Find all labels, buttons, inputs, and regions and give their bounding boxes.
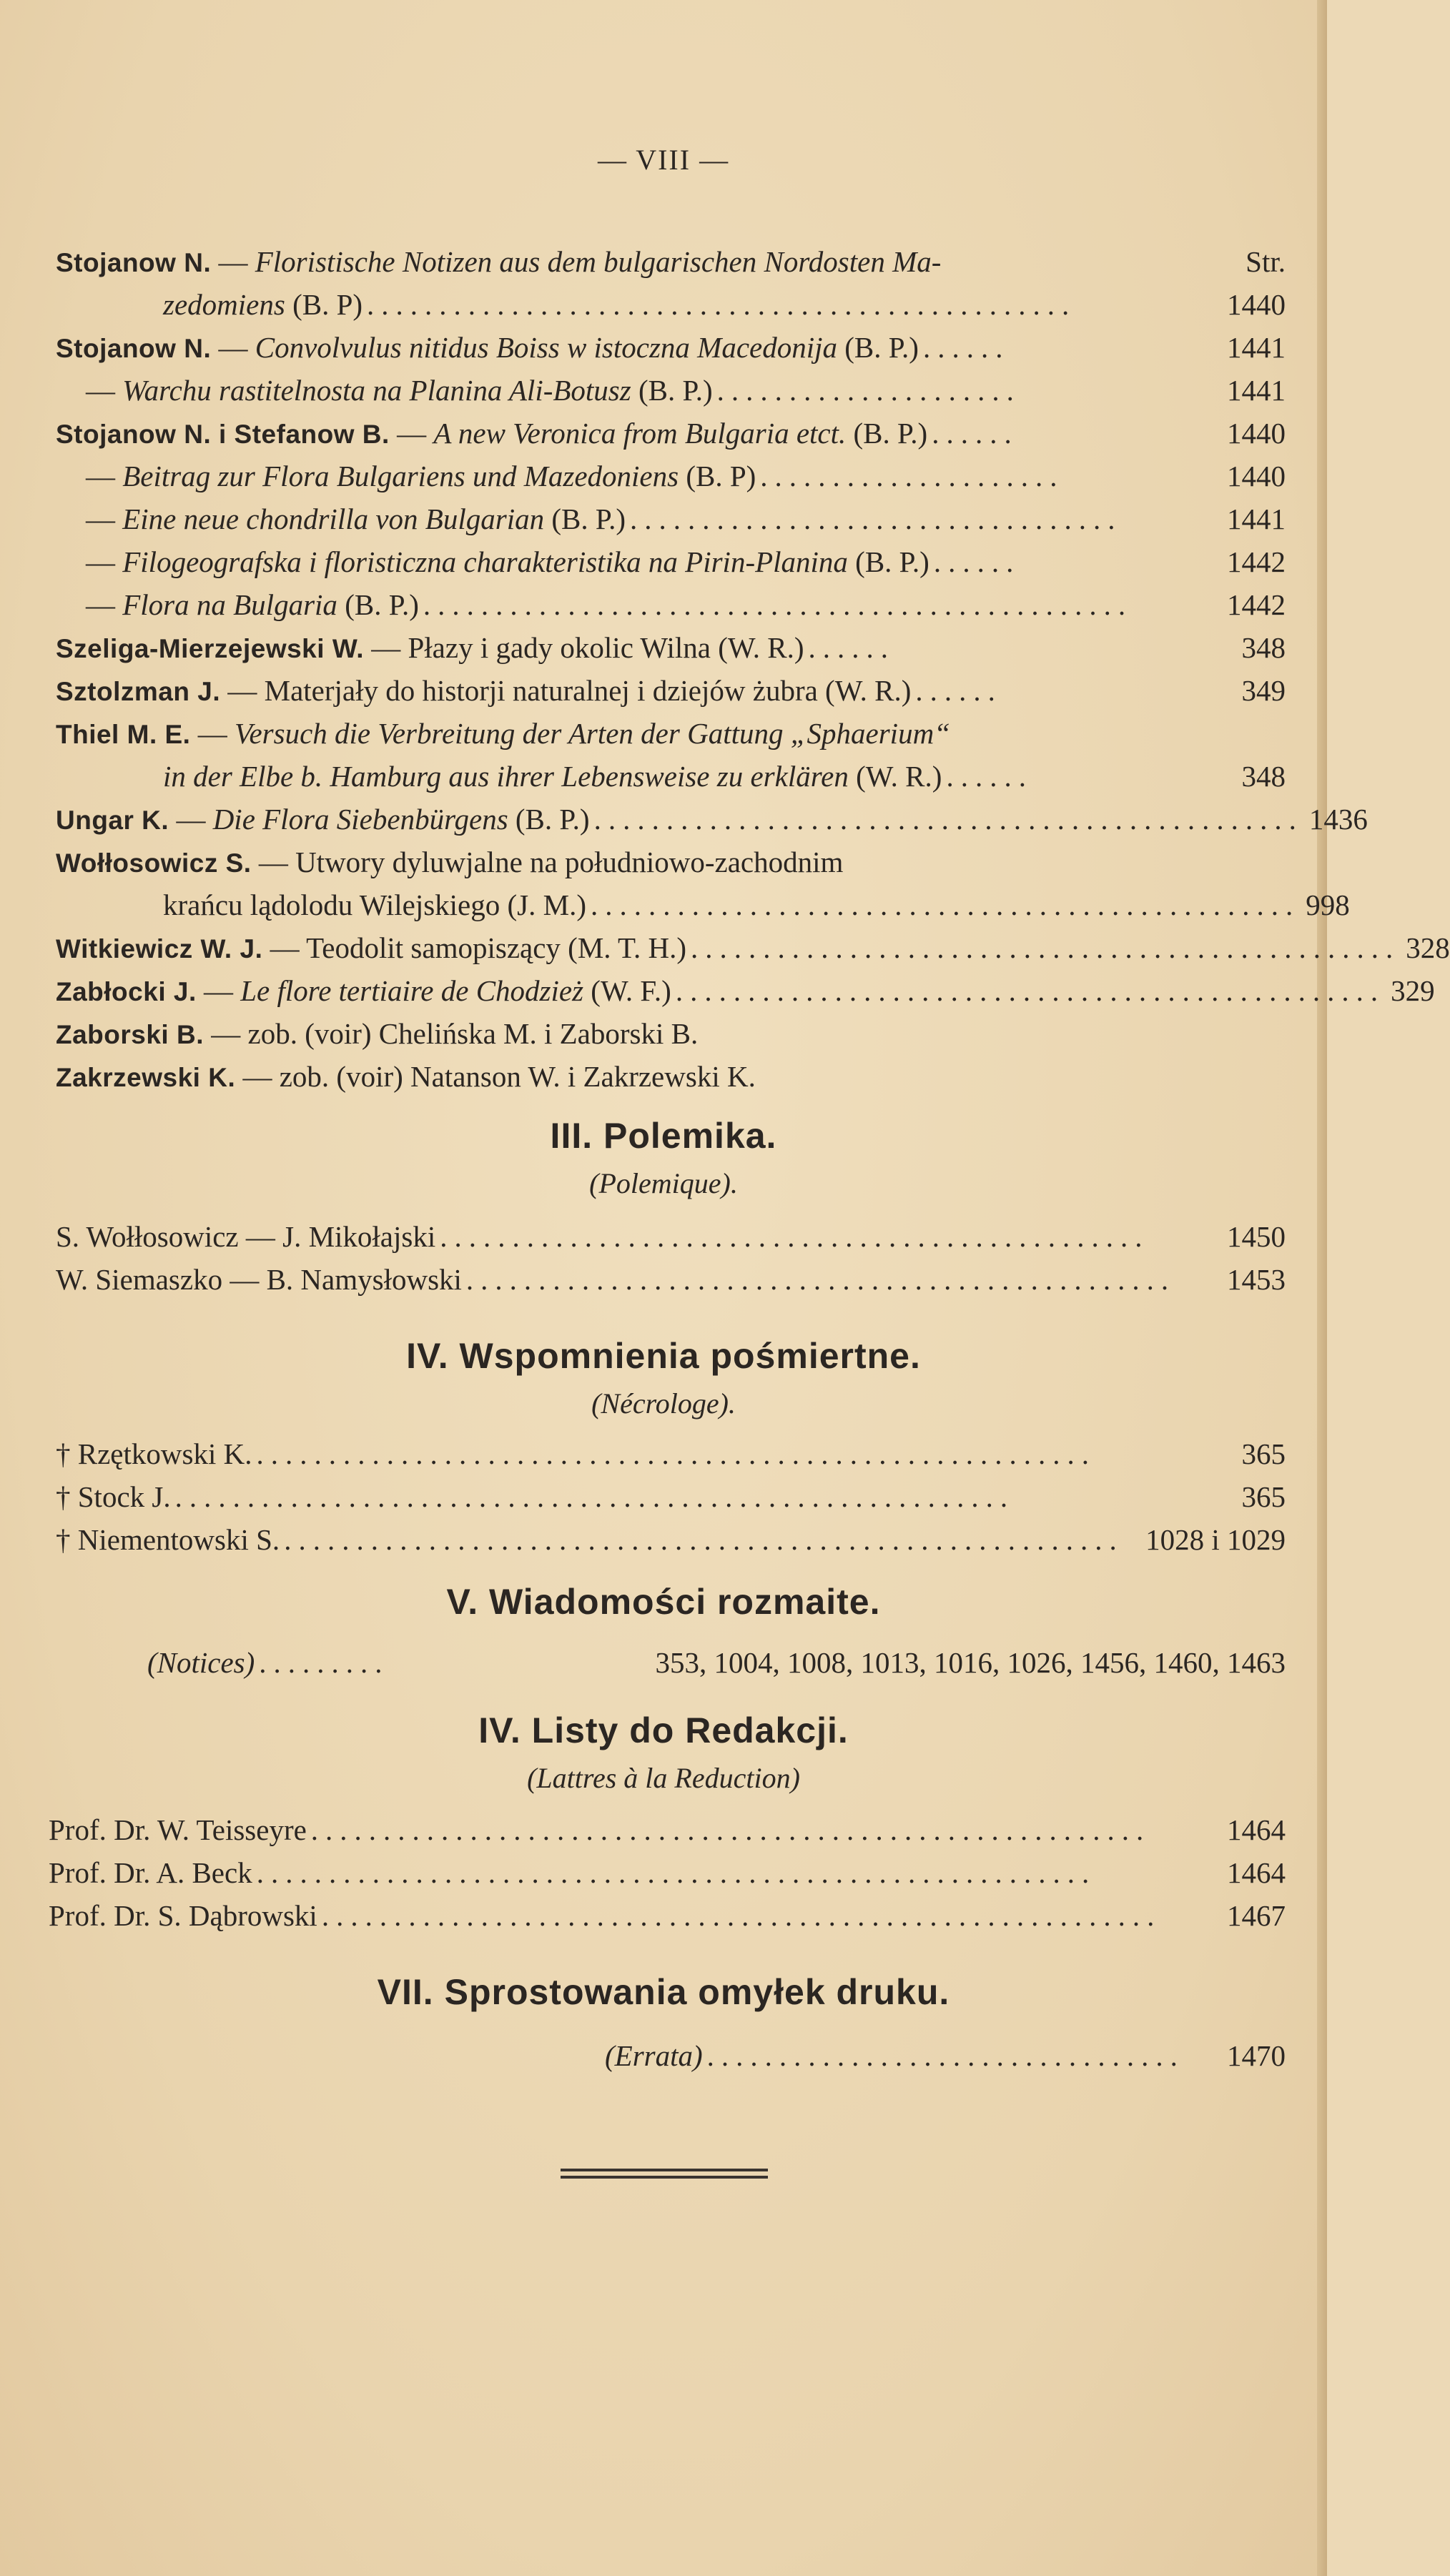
section-subtitle-polemique: (Polemique). bbox=[589, 1167, 738, 1199]
index-line: † Niementowski S. .......................................................... 1028 i 1029 bbox=[56, 1523, 1286, 1556]
errata-entry bbox=[605, 2034, 1286, 2077]
section-heading-sprostowania: VII. Sprostowania omyłek druku. bbox=[377, 1972, 950, 2012]
index-line: W. Siemaszko — B. Namysłowski ................................................. 1453 bbox=[56, 1263, 1286, 1296]
index-line: — Eine neue chondrilla von Bulgarian (B. P.) .................................. 1441 bbox=[86, 502, 1286, 535]
index-line: — Beitrag zur Flora Bulgariens und Mazedoniens (B. P) ..................... 1440 bbox=[86, 460, 1286, 492]
necrologe-entries bbox=[56, 1432, 1286, 1561]
page-number: — VIII — bbox=[597, 144, 730, 176]
index-line: Sztolzman J. — Materjały do historji naturalnej i dziejów żubra (W. R.) ...... 349 bbox=[56, 674, 1286, 707]
page-edge bbox=[1317, 0, 1327, 2576]
str-label: Str. bbox=[1246, 245, 1286, 278]
index-line: Prof. Dr. S. Dąbrowski .......................................................... 1467 bbox=[49, 1899, 1286, 1932]
index-line: — Filogeografska i floristiczna charakteristika na Pirin-Planina (B. P.) ...... 1442 bbox=[86, 545, 1286, 578]
index-line: Wołłosowicz S. — Utwory dyluwjalne na południowo-zachodnim bbox=[56, 846, 844, 878]
index-line: Thiel M. E. — Versuch die Verbreitung der Arten der Gattung „Sphaerium“ bbox=[56, 717, 950, 750]
end-rule-top bbox=[561, 2169, 768, 2171]
index-line: Prof. Dr. W. Teisseyre .......................................................... 1464 bbox=[49, 1813, 1286, 1846]
polemika-entries bbox=[56, 1215, 1286, 1301]
index-line: Prof. Dr. A. Beck .......................................................... 1464 bbox=[49, 1856, 1286, 1889]
index-line: Stojanow N. — Convolvulus nitidus Boiss w istoczna Macedonija (B. P.) ...... 1441 bbox=[56, 331, 1286, 364]
index-line: Szeliga-Mierzejewski W. — Płazy i gady okolic Wilna (W. R.) ...... 348 bbox=[56, 631, 1286, 664]
section-heading-wiadomosci: V. Wiadomości rozmaite. bbox=[446, 1582, 881, 1622]
index-entries bbox=[56, 240, 1450, 1098]
index-line: (Errata) ................................. 1470 bbox=[605, 2039, 1286, 2072]
index-line: zedomiens (B. P) ................................................. 1440 bbox=[163, 288, 1286, 321]
section-subtitle-lettres: (Lattres à la Reduction) bbox=[527, 1762, 800, 1794]
index-line: Witkiewicz W. J. — Teodolit samopiszący (M. T. H.) ................................................. 328 bbox=[56, 931, 1450, 964]
section-heading-wspomnienia: IV. Wspomnienia pośmiertne. bbox=[406, 1336, 921, 1376]
end-rule-bottom bbox=[561, 2176, 768, 2179]
index-line: — Warchu rastitelnosta na Planina Ali-Botusz (B. P.) ..................... 1441 bbox=[86, 374, 1286, 407]
section-heading-listy: IV. Listy do Redakcji. bbox=[478, 1710, 849, 1750]
index-line: Zaborski B. — zob. (voir) Chelińska M. i Zaborski B. bbox=[56, 1017, 699, 1050]
section-heading-polemika: III. Polemika. bbox=[550, 1116, 777, 1156]
notices-entry bbox=[147, 1641, 1286, 1684]
index-line: Ungar K. — Die Flora Siebenbürgens (B. P.) ................................................. 1436 bbox=[56, 803, 1368, 836]
listy-entries bbox=[49, 1808, 1286, 1937]
index-line: Zakrzewski K. — zob. (voir) Natanson W. i Zakrzewski K. bbox=[56, 1060, 756, 1093]
index-line: krańcu lądolodu Wilejskiego (J. M.) ................................................. 998 bbox=[163, 888, 1350, 921]
index-line: Stojanow N. i Stefanow B. — A new Veronica from Bulgaria etct. (B. P.) ...... 1440 bbox=[56, 417, 1286, 450]
index-line: † Stock J. .......................................................... 365 bbox=[56, 1480, 1286, 1513]
index-line: Zabłocki J. — Le flore tertiaire de Chodzież (W. F.) ................................................. 329 bbox=[56, 974, 1435, 1007]
index-line: S. Wołłosowicz — J. Mikołajski ................................................. 1450 bbox=[56, 1220, 1286, 1253]
index-line: in der Elbe b. Hamburg aus ihrer Lebensweise zu erklären (W. R.) ...... 348 bbox=[163, 760, 1286, 793]
index-line: † Rzętkowski K. .......................................................... 365 bbox=[56, 1437, 1286, 1470]
index-line: Stojanow N. — Floristische Notizen aus dem bulgarischen Nordosten Ma- Str. bbox=[56, 240, 1286, 283]
index-line: (Notices) ......... 353, 1004, 1008, 1013, 1016, 1026, 1456, 1460, 1463 bbox=[147, 1646, 1286, 1679]
section-subtitle-necrologe: (Nécrologe). bbox=[591, 1387, 736, 1420]
index-line: — Flora na Bulgaria (B. P.) ................................................. 1442 bbox=[86, 588, 1286, 621]
